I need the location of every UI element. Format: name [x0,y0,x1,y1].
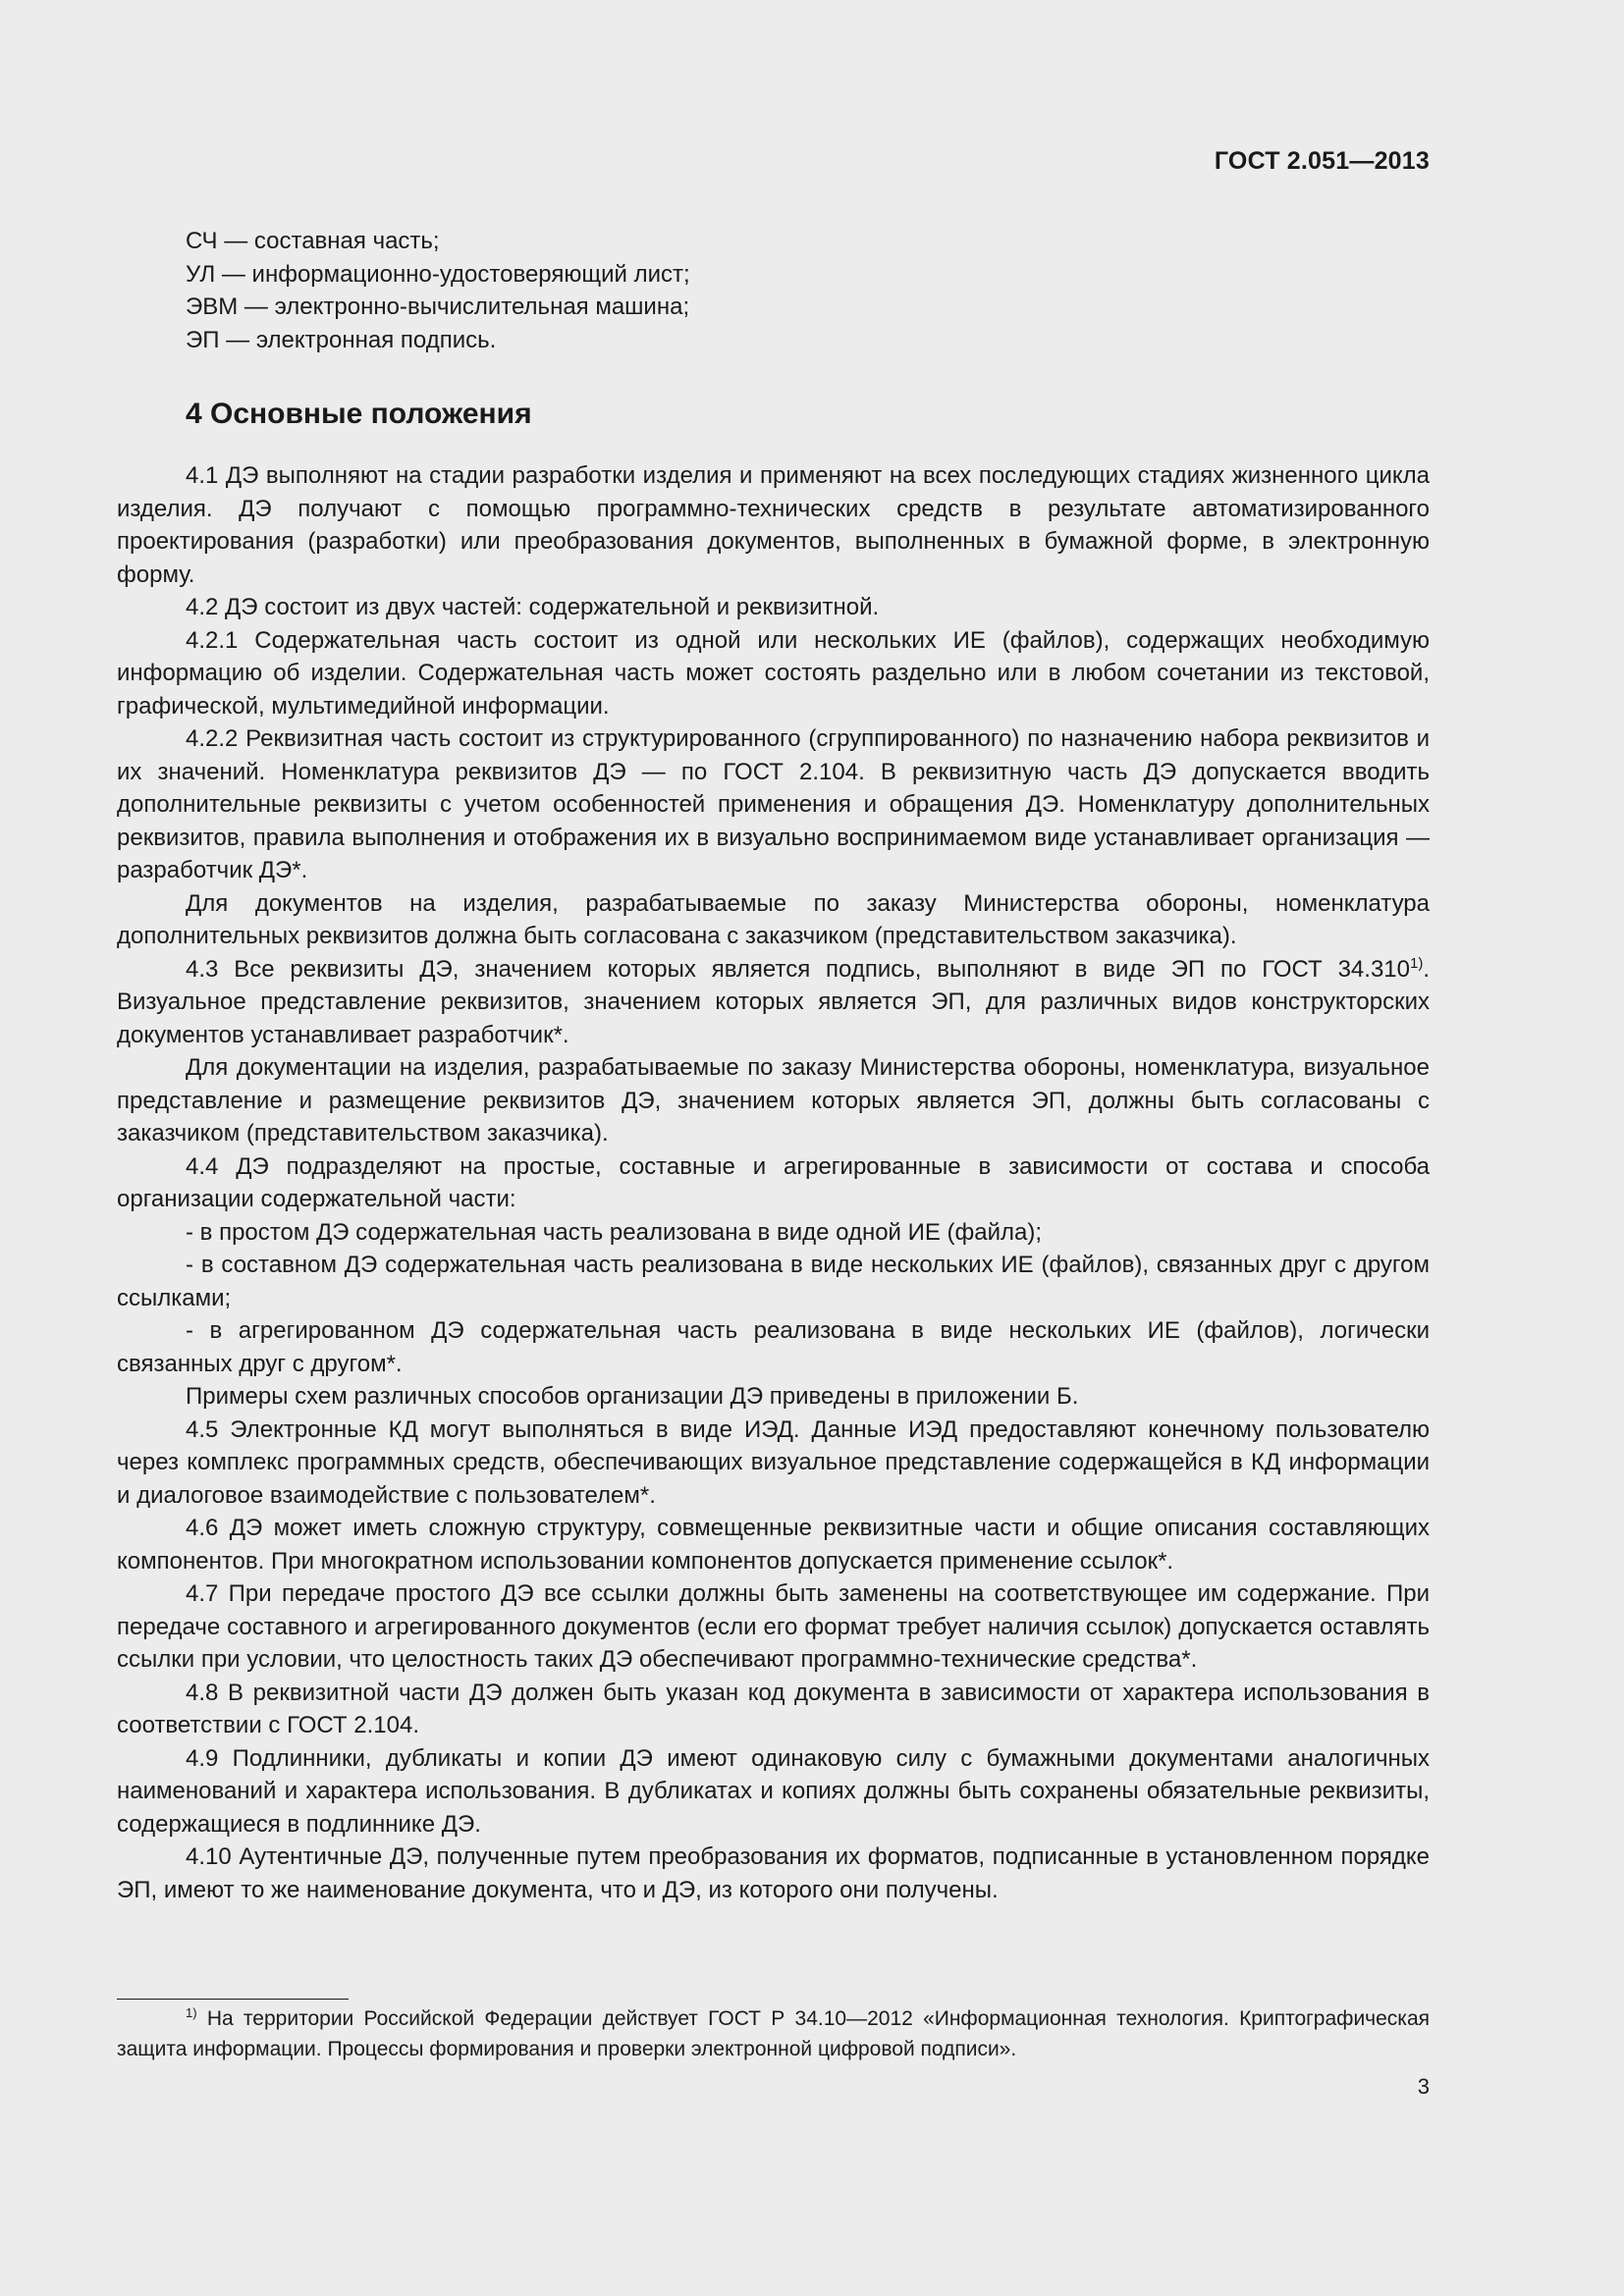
paragraph-4-6: 4.6 ДЭ может иметь сложную структуру, совмещенные реквизитные части и общие описания составляющих компонентов. При многократном использовании компонентов допускается применение ссылок*. [117,1515,1430,1575]
paragraph-4-3 [117,953,1430,1052]
paragraph-4-3-mo: Для документации на изделия, разрабатываемые по заказу Министерства обороны, номенклатура, визуальное представление и размещение реквизитов ДЭ, значением которых является ЭП, должны быть согласованы с заказчиком (представительством заказчика). [117,1054,1430,1147]
section-body [117,459,1430,1906]
paragraph-4-1: 4.1 ДЭ выполняют на стадии разработки изделия и применяют на всех последующих стадиях жизненного цикла изделия. ДЭ получают с помощью программно-технических средств в результате автоматизированного проектирования (разработки) или преобразования документов, выполненных в бумажной форме, в электронную форму. [117,462,1430,588]
paragraph-4-2: 4.2 ДЭ состоит из двух частей: содержательной и реквизитной. [186,594,880,620]
section-title: 4 Основные положения [186,398,532,430]
page-number: 3 [1417,2074,1430,2099]
abbreviation-item: ЭВМ — электронно-вычислительная машина; [186,294,690,320]
footnote-ref: 1) [1409,954,1424,972]
abbreviation-item: УЛ — информационно-удостоверяющий лист; [186,260,690,288]
paragraph-4-2-1: 4.2.1 Содержательная часть состоит из одной или нескольких ИЕ (файлов), содержащих необходимую информацию об изделии. Содержательная часть может состоять раздельно или в любом сочетании из текстовой, графической, мультимедийной информации. [117,626,1430,720]
paragraph-4-10: 4.10 Аутентичные ДЭ, полученные путем преобразования их форматов, подписанные в установленном порядке ЭП, имеют то же наименование документа, что и ДЭ, из которого они получены. [117,1843,1430,1903]
footnote-text: На территории Российской Федерации действует ГОСТ Р 34.10—2012 «Информационная технология. Криптографическая защита информации. Процессы формирования и проверки электронной цифровой подписи». [117,2007,1430,2060]
paragraph-4-2-2: 4.2.2 Реквизитная часть состоит из структурированного (сгруппированного) по назначению набора реквизитов и их значений. Номенклатура реквизитов ДЭ — по ГОСТ 2.104. В реквизитную часть ДЭ допускается вводить дополнительные реквизиты с учетом особенностей применения и обращения ДЭ. Номенклатуру дополнительных реквизитов, правила выполнения и отображения их в визуально воспринимаемом виде устанавливает организация — разработчик ДЭ*. [117,725,1430,883]
list-item-composite: - в составном ДЭ содержательная часть реализована в виде нескольких ИЕ (файлов), связанных друг с другом ссылками; [117,1252,1430,1311]
paragraph-4-7: 4.7 При передаче простого ДЭ все ссылки должны быть заменены на соответствующее им содержание. При передаче составного и агрегированного документов (если его формат требует наличия ссылок) допускается оставлять ссылки при условии, что целостность таких ДЭ обеспечивают программно-технические средства*. [117,1580,1430,1673]
paragraph-4-3-start: 4.3 Все реквизиты ДЭ, значением которых является подпись, выполняют в виде ЭП по ГОСТ 34.310 [186,955,1410,983]
abbreviation-item: ЭП — электронная подпись. [186,326,497,353]
paragraph-4-9: 4.9 Подлинники, дубликаты и копии ДЭ имеют одинаковую силу с бумажными документами аналогичных наименований и характера использования. В дубликатах и копиях должны быть сохранены обязательные реквизиты, содержащиеся в подлиннике ДЭ. [117,1744,1430,1838]
document-header-code: ГОСТ 2.051—2013 [1214,147,1430,175]
paragraph-4-5: 4.5 Электронные КД могут выполняться в виде ИЭД. Данные ИЭД предоставляют конечному пользователю через комплекс программных средств, обеспечивающих визуальное представление содержащейся в КД информации и диалоговое взаимодействие с пользователем*. [117,1415,1430,1509]
paragraph-4-4-examples: Примеры схем различных способов организации ДЭ приведены в приложении Б. [186,1383,1079,1410]
footnote-divider [117,1999,349,2000]
list-item-simple: - в простом ДЭ содержательная часть реализована в виде одной ИЕ (файла); [186,1218,1043,1246]
footnote-marker: 1) [186,2005,197,2020]
footnote [117,2004,1430,2064]
paragraph-4-3-end: . Визуальное представление реквизитов, значением которых является ЭП, для различных видов конструкторских документов устанавливает разработчик*. [117,955,1430,1048]
paragraph-4-8: 4.8 В реквизитной части ДЭ должен быть указан код документа в зависимости от характера использования в соответствии с ГОСТ 2.104. [117,1679,1430,1738]
paragraph-4-2-2-mo: Для документов на изделия, разрабатываемые по заказу Министерства обороны, номенклатура дополнительных реквизитов должна быть согласована с заказчиком (представительством заказчика). [117,889,1430,949]
abbreviation-list [186,225,690,356]
abbreviation-item: СЧ — составная часть; [186,228,440,254]
paragraph-4-4: 4.4 ДЭ подразделяют на простые, составные и агрегированные в зависимости от состава и способа организации содержательной части: [117,1152,1430,1212]
list-item-aggregated: - в агрегированном ДЭ содержательная часть реализована в виде нескольких ИЕ (файлов), логически связанных друг с другом*. [117,1317,1430,1377]
